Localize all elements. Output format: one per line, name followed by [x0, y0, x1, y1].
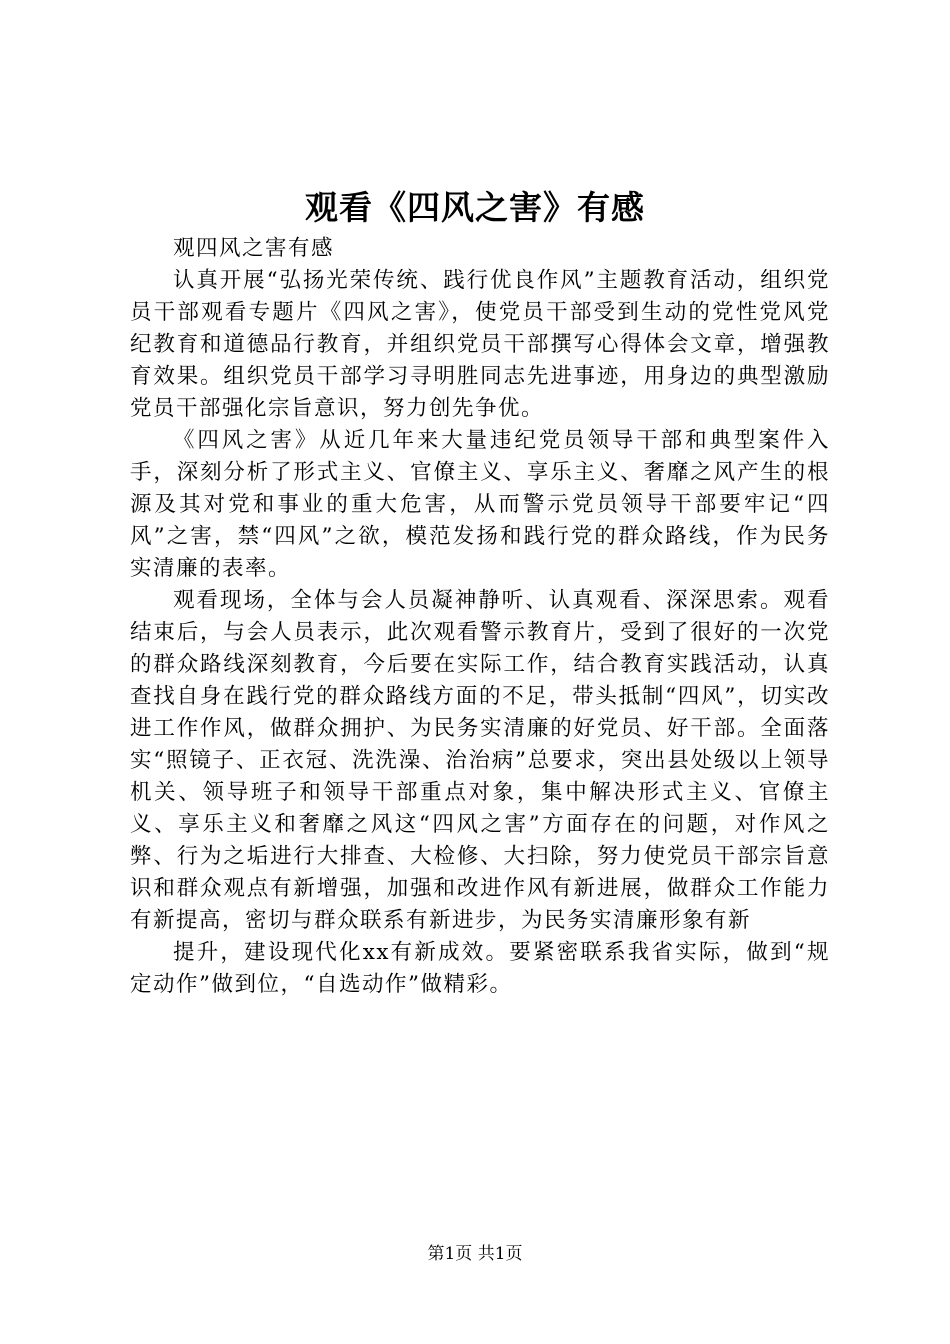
page-footer: 第1页 共1页: [427, 1244, 523, 1264]
document-body: [130, 233, 830, 1001]
paragraph-2: 《四风之害》从近几年来大量违纪党员领导干部和典型案件入手，深刻分析了形式主义、官僚主义、享乐主义、奢靡之风产生的根源及其对党和事业的重大危害，从而警示党员领导干部要牢记“四风”之害，禁“四风”之欲，模范发扬和践行党的群众路线，作为民务实清廉的表率。: [130, 428, 830, 581]
paragraph-1: 认真开展“弘扬光荣传统、践行优良作风”主题教育活动，组织党员干部观看专题片《四风之害》，使党员干部受到生动的党性党风党纪教育和道德品行教育，并组织党员干部撰写心得体会文章，增强教育效果。组织党员干部学习寻明胜同志先进事迹，用身边的典型激励党员干部强化宗旨意识，努力创先争优。: [130, 268, 830, 421]
document-title: 观看《四风之害》有感: [305, 188, 645, 227]
paragraph-3: 观看现场，全体与会人员凝神静听、认真观看、深深思索。观看结束后，与会人员表示，此次观看警示教育片，受到了很好的一次党的群众路线深刻教育，今后要在实际工作，结合教育实践活动，认真查找自身在践行党的群众路线方面的不足，带头抵制“四风”，切实改进工作作风，做群众拥护、为民务实清廉的好党员、好干部。全面落实“照镜子、正衣冠、洗洗澡、治治病”总要求，突出县处级以上领导机关、领导班子和领导干部重点对象，集中解决形式主义、官僚主义、享乐主义和奢靡之风这“四风之害”方面存在的问题，对作风之弊、行为之垢进行大排查、大检修、大扫除，努力使党员干部宗旨意识和群众观点有新增强，加强和改进作风有新进展，做群众工作能力有新提高，密切与群众联系有新进步，为民务实清廉形象有新: [130, 588, 830, 933]
paragraph-subtitle: 观四风之害有感: [173, 236, 335, 261]
paragraph-4: 提升，建设现代化xx有新成效。要紧密联系我省实际，做到“规定动作”做到位，“自选动作”做精彩。: [130, 940, 830, 997]
